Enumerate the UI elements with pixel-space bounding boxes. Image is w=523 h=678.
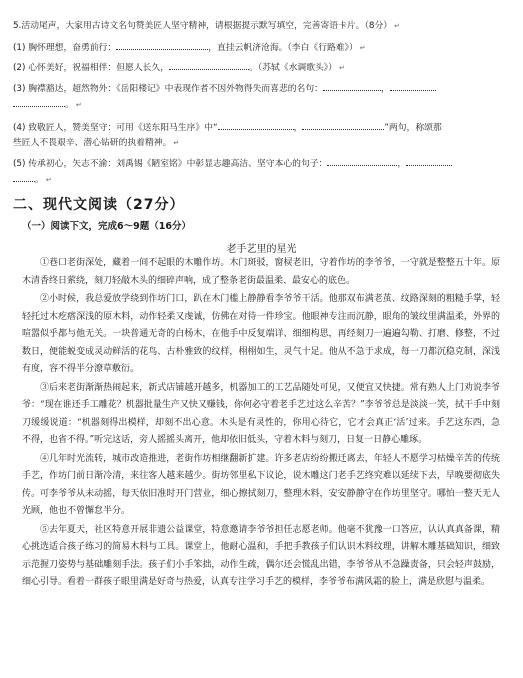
question-5-stem: 5.活动尾声，大家用古诗文名句赞美匠人坚守精神，请根据提示默写填空，完善寄语卡片。（8分） ↵ [13, 21, 400, 31]
question-5-item-5-continued: 。 ↵ [13, 173, 513, 186]
question-5-item-2: (2) 心怀美好，祝福相伴：但愿人长久， 。（苏轼《水调歌头》） ↵ [13, 63, 345, 73]
answer-blank[interactable] [169, 61, 249, 70]
paragraph-mark-icon: ↵ [75, 101, 82, 109]
answer-blank[interactable] [13, 173, 35, 182]
paragraph-mark-icon: ↵ [45, 176, 52, 184]
article-paragraph-4: ④几年时光流转，城市改造推进，老街作坊相继翻新扩建。许多老店纷纷搬迁离去，年轻人不愿学习枯燥辛苦的传统手艺，作坊门前日渐冷清，来往客人越来越少。街坊邻里私下议论，说木雕这门老手艺终究难以延续下去，早晚要彻底失传。可李爷爷从未动摇，每天依旧准时开门营业，细心擦拭刻刀，整理木料，安安静静守在作坊里坚守。哪怕一整天无人光顾，他也不曾懈怠半分。 [22, 453, 500, 516]
answer-blank[interactable] [302, 121, 384, 130]
article-paragraph-3: ③后来老街渐渐热闹起来，新式店铺越开越多，机器加工的工艺品随处可见，又便宜又快捷。常有熟人上门劝说李爷爷：“现在谁还手工雕花？机器批量生产又快又赚钱，你何必守着老手艺过这么辛苦？”李爷爷总是淡淡一笑，拭干手中刻刀缓缓说道：“机器刻得出模样，却刻不出心意。木头是有灵性的，你用心待它，它才会真正‘活’过来。手艺这东西，急不得，也省不得。”听完这话，旁人摇摇头离开，他却依旧低头，守着木料与刻刀，日复一日静心雕琢。 [22, 382, 500, 445]
answer-blank[interactable] [218, 121, 294, 130]
answer-blank[interactable] [390, 82, 436, 91]
section-heading: 二、现代文阅读（27分） [13, 197, 185, 213]
article-paragraph-1: ①巷口老街深处，藏着一间不起眼的木雕作坊。木门斑驳，窗棂老旧，守着作坊的李爷爷，一守就是整整五十年。原木清香终日萦绕，刻刀轻敲木头的细碎声响，成了整条老街最温柔、最安心的底色。 [22, 258, 500, 286]
question-5-item-3-continued: 。 ↵ [13, 98, 513, 111]
paragraph-mark-icon: ↵ [359, 44, 366, 52]
paragraph-mark-icon: ↵ [173, 139, 180, 147]
answer-blank[interactable] [116, 41, 208, 50]
paragraph-mark-icon: ↵ [394, 22, 400, 30]
article-title: 老手艺里的星光 [226, 244, 297, 255]
paragraph-mark-icon: ↵ [338, 64, 345, 72]
article-paragraph-5: ⑤去年夏天，社区特意开展非遗公益课堂，特意邀请李爷爷担任志愿老师。他毫不犹豫一口答应，认认真真备课，精心挑选适合孩子练习的简易木料与工具。课堂上，他耐心温和，手把手教孩子们认识木料纹理，讲解木雕基础知识，细致示范握刀姿势与基础雕刻手法。孩子们小手笨拙，动作生疏，偶尔还会慌乱出错，李爷爷从不急躁责备，只会轻声鼓励，细心引导。看着一群孩子眼里满是好奇与热爱，认真专注学习手艺的模样，李爷爷布满风霜的脸上，满是欣慰与温柔。 [22, 524, 500, 587]
answer-blank[interactable] [406, 157, 452, 166]
answer-blank[interactable] [327, 157, 397, 166]
question-5-item-4: (4) 致敬匠人，赞美坚守：可用《送东阳马生序》中“ ， ”两句，称颂那 [13, 123, 442, 133]
subsection-heading: （一）阅读下文，完成6～9题（16分） [22, 221, 191, 232]
answer-blank[interactable] [323, 82, 381, 91]
article-body [22, 255, 500, 593]
question-5-item-3: (3) 胸襟豁达，超然物外：《岳阳楼记》中表现作者不因外物得失而喜悲的名句： ， [13, 82, 513, 95]
question-5-item-5: (5) 传承初心，矢志不渝：刘禹锡《陋室铭》中彰显志趣高洁、坚守本心的句子： ， [13, 157, 513, 170]
answer-blank[interactable] [13, 98, 65, 107]
article-paragraph-2: ②小时候，我总爱放学绕到作坊门口，趴在木门槛上静静看李爷爷干活。他那双布满老茧、纹路深刻的粗糙手掌，轻轻托过木疙瘩深浅的原木料，动作轻柔又虔诚，仿佛在对待一件珍宝。他眼神专注而沉静，眼角的皱纹里满温柔，外界的喧嚣似乎都与他无关。一块普通无奇的白杨木，在他手中反复端详、细细构思，再经刻刀一遍遍勾勒、打磨、修整，不过数日，便能蜕变成灵动鲜活的花鸟、古朴雅致的纹样，栩栩如生，灵气十足。他从不急于求成，每一刀都沉稳克制，深浅有度，容不得半分潦草敷衍。 [22, 294, 500, 374]
question-5-item-4-continued: 些匠人不畏艰辛、潜心钻研的执着精神。 ↵ [13, 138, 180, 148]
question-5-item-1: (1) 胸怀理想，奋勇前行： ，直挂云帆济沧海。（李白《行路难》） ↵ [13, 43, 366, 53]
